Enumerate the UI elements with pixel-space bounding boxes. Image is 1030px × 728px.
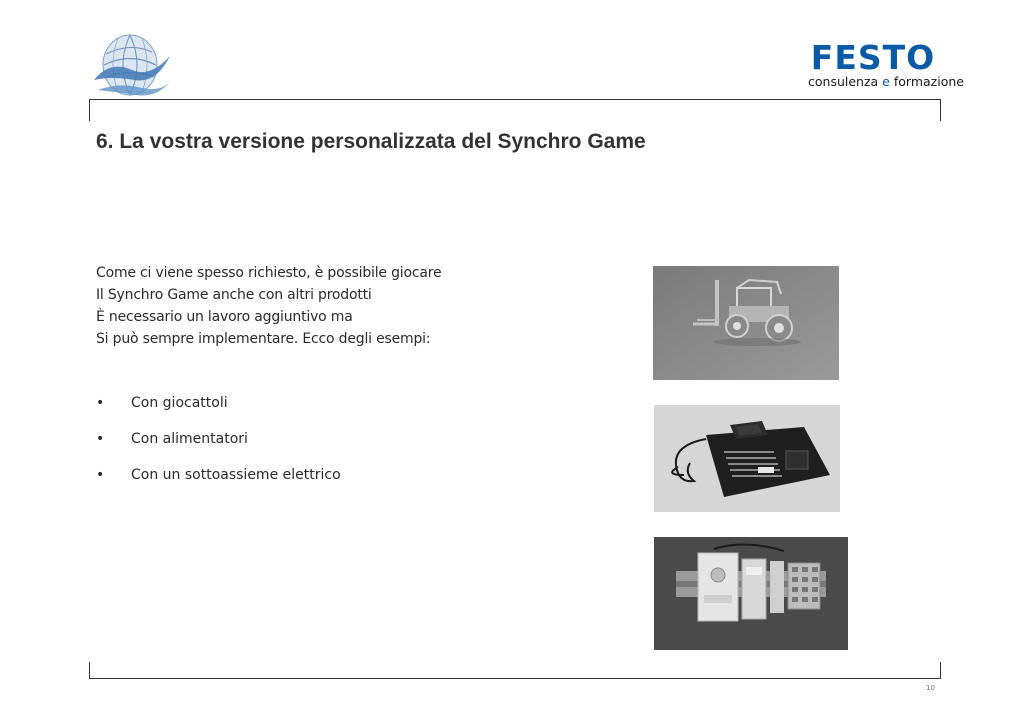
tagline-part1: consulenza	[808, 74, 879, 89]
bullet-dot: •	[96, 395, 105, 411]
intro-line-1: Come ci viene spesso richiesto, è possibile giocare	[96, 265, 442, 281]
power-supply-photo	[654, 405, 840, 512]
intro-line-4: Si può sempre implementare. Ecco degli esempi:	[96, 331, 431, 347]
page-number: 10	[926, 684, 935, 692]
intro-text	[96, 262, 616, 350]
frame-bottom-border	[89, 662, 941, 679]
bullet-item	[96, 428, 496, 464]
bullet-item	[96, 392, 496, 428]
intro-line-2: Il Synchro Game anche con altri prodotti	[96, 287, 372, 303]
frame-top-border	[89, 99, 941, 121]
bullet-dot: •	[96, 467, 105, 483]
bullet-list	[96, 392, 496, 500]
bullet-text: Con giocattoli	[131, 395, 228, 411]
bullet-dot: •	[96, 431, 105, 447]
intro-line-3: È necessario un lavoro aggiuntivo ma	[96, 309, 353, 325]
tagline-accent: e	[882, 74, 890, 89]
slide-title: 6. La vostra versione personalizzata del Synchro Game	[96, 130, 646, 153]
festo-logo	[806, 38, 964, 90]
bullet-text: Con alimentatori	[131, 431, 248, 447]
bullet-text: Con un sottoassieme elettrico	[131, 467, 341, 483]
tagline-part2: formazione	[893, 74, 964, 89]
electrical-subassembly-photo	[654, 537, 848, 650]
festo-tagline	[808, 74, 964, 89]
forklift-toy-photo	[653, 266, 839, 380]
festo-brand-text: FESTO	[810, 38, 936, 77]
bullet-item	[96, 464, 496, 500]
globe-logo	[90, 32, 174, 100]
